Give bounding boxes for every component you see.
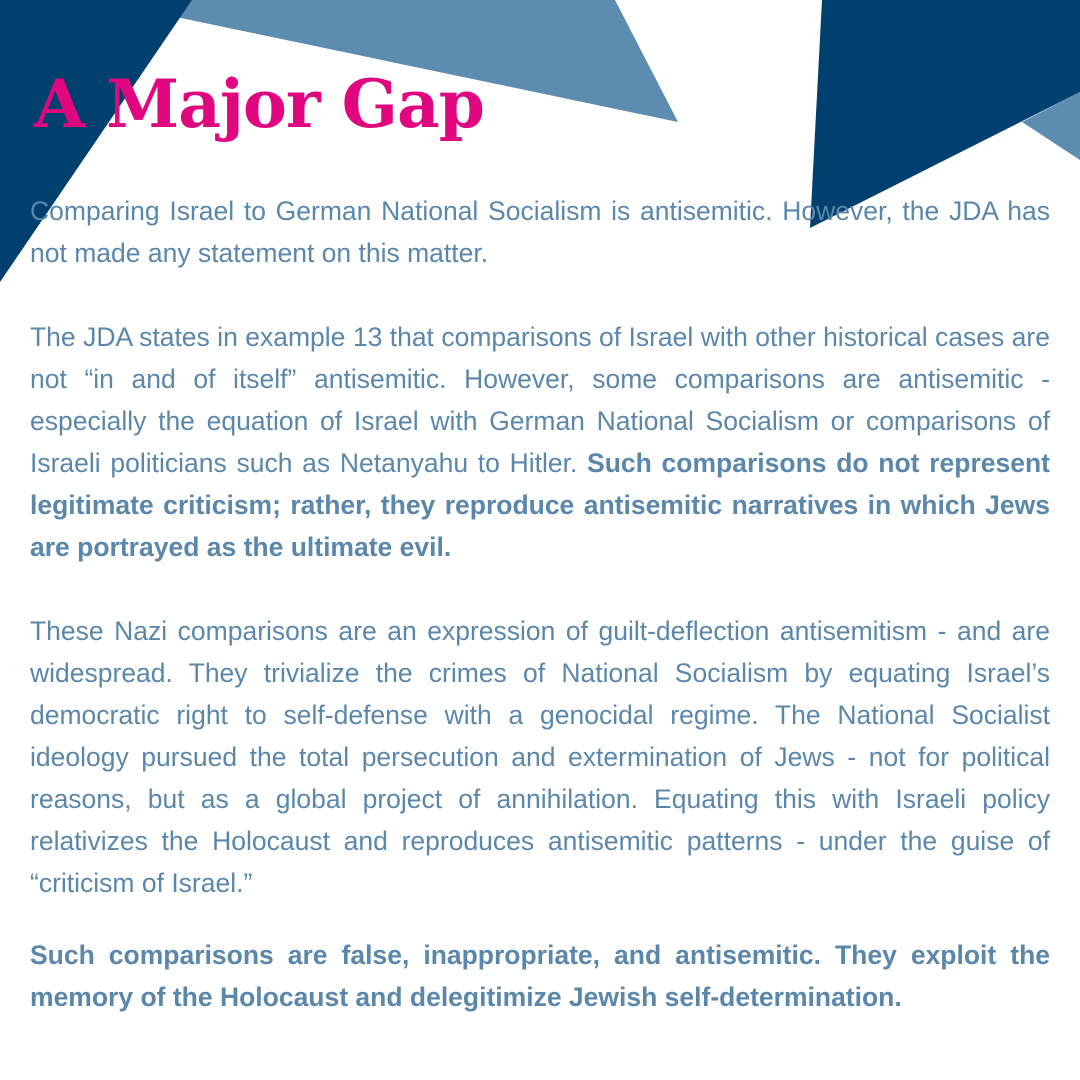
paragraph-nazi-comparisons: These Nazi comparisons are an expression of guilt-deflection antisemitism - and are widespread. They trivialize the crimes of National Socialism by equating Israel’s democratic right to self-defense with a genocidal regime. The National Socialist ideology pursued the total persecution and extermination of Jews - not for political reasons, but as a global project of annihilation. Equating this with Israeli policy relativizes the Holocaust and reproduces antisemitic patterns - under the guise of “criticism of Israel.” — [30, 616, 1050, 898]
paragraph-example-13-emphasis: Such comparisons do not represent legitimate criticism; rather, they reproduce antisemitic narratives in which Jews are portrayed as the ultimate evil. — [30, 448, 1050, 562]
paragraph-jda-no-statement: Comparing Israel to German National Socialism is antisemitic. However, the JDA has not made any statement on this matter. — [30, 196, 1050, 268]
paragraph-spacer — [30, 904, 1050, 934]
paragraph-spacer — [30, 274, 1050, 316]
page-title: A Major Gap — [34, 65, 484, 143]
paragraph-example-13-text: The JDA states in example 13 that comparisons of Israel with other historical cases are not “in and of itself” antisemitic. However, some comparisons are antisemitic - especially the equation of Israel with German National Socialism or comparisons of Israeli politicians such as Netanyahu to Hitler. — [30, 322, 1050, 478]
article-body — [30, 190, 1050, 1018]
paragraph-example-13 — [30, 316, 1050, 568]
paragraph-conclusion: Such comparisons are false, inappropriate, and antisemitic. They exploit the memory of the Holocaust and delegitimize Jewish self-determination. — [30, 940, 1050, 1012]
paragraph-spacer — [30, 568, 1050, 610]
